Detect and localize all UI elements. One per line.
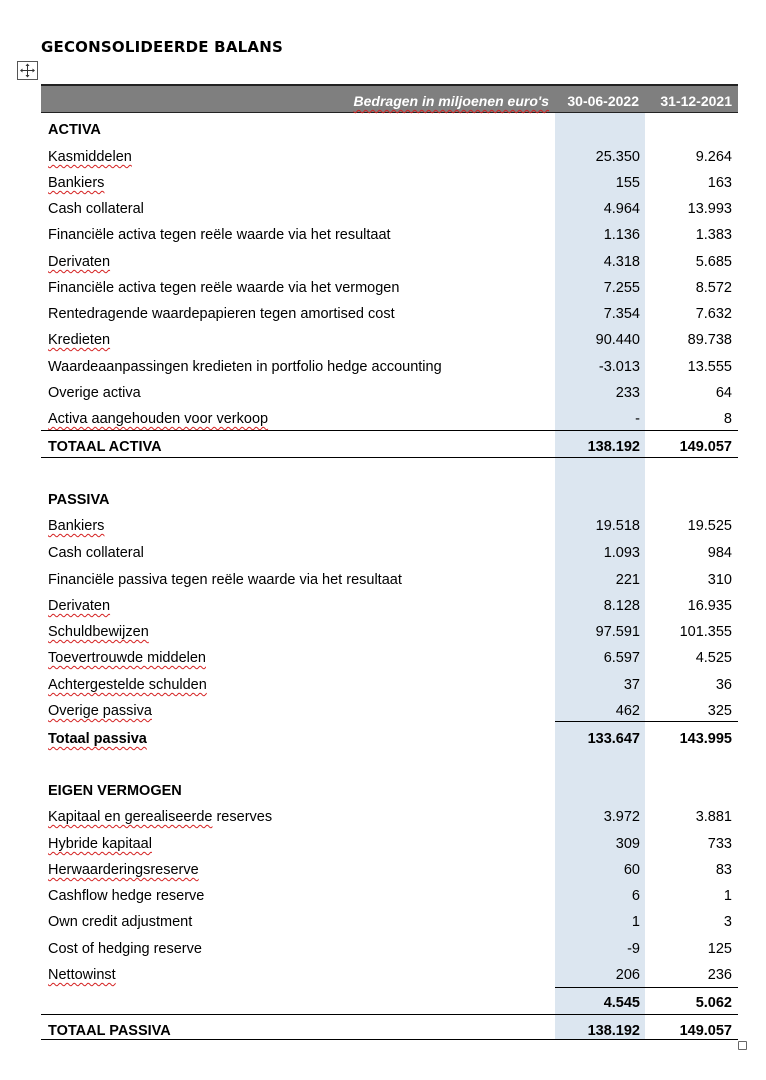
- value-current: 1: [631, 914, 640, 930]
- total-previous: 143.995: [679, 731, 732, 747]
- value-current: 6: [631, 888, 640, 904]
- move-arrows-icon: [19, 63, 36, 78]
- table-row: [41, 568, 738, 594]
- header-date-current: 30-06-2022: [567, 93, 639, 109]
- value-previous: 3.881: [695, 809, 732, 825]
- table-row: [41, 884, 738, 910]
- total-current: 138.192: [587, 439, 640, 455]
- value-current: 1.136: [603, 227, 640, 243]
- row-label: Cash collateral: [48, 545, 144, 561]
- section-heading-label: PASSIVA: [48, 492, 110, 508]
- table-row: [41, 250, 738, 276]
- row-label: Kredieten: [48, 332, 111, 348]
- row-label: Bankiers: [48, 175, 105, 191]
- value-previous: 733: [707, 836, 732, 852]
- table-row: [41, 673, 738, 699]
- value-previous: 101.355: [679, 624, 732, 640]
- value-previous: 89.738: [687, 332, 732, 348]
- row-label: Activa aangehouden voor verkoop: [48, 411, 269, 427]
- subtotal-previous: 5.062: [695, 995, 732, 1011]
- value-previous: 3: [723, 914, 732, 930]
- section-heading-passiva: [41, 488, 738, 514]
- value-current: 221: [615, 572, 640, 588]
- row-label: Overige activa: [48, 385, 141, 401]
- value-current: 4.964: [603, 201, 640, 217]
- table-row: [41, 910, 738, 936]
- total-rule: [41, 1014, 738, 1015]
- grand-total-label: TOTAAL PASSIVA: [48, 1023, 171, 1039]
- section-heading-label: ACTIVA: [48, 122, 101, 138]
- value-current: 8.128: [603, 598, 640, 614]
- row-label: Nettowinst: [48, 967, 116, 983]
- document-title: GECONSOLIDEERDE BALANS: [41, 38, 283, 56]
- grand-total-previous: 149.057: [679, 1023, 732, 1039]
- value-previous: 36: [715, 677, 732, 693]
- table-row: [41, 805, 738, 831]
- value-previous: 8: [723, 411, 732, 427]
- value-previous: 16.935: [687, 598, 732, 614]
- value-current: 97.591: [595, 624, 640, 640]
- row-label: Waardeaanpassingen kredieten in portfolio hedge accounting: [48, 359, 442, 375]
- total-label: Totaal passiva: [48, 731, 147, 747]
- value-current: 7.255: [603, 280, 640, 296]
- value-current: 7.354: [603, 306, 640, 322]
- total-current: 133.647: [587, 731, 640, 747]
- header-date-previous: 31-12-2021: [660, 93, 732, 109]
- value-current: 19.518: [595, 518, 640, 534]
- value-current: -: [635, 411, 640, 427]
- table-row: [41, 832, 738, 858]
- value-current: 4.318: [603, 254, 640, 270]
- row-label: Hybride kapitaal: [48, 836, 152, 852]
- row-label: Derivaten: [48, 254, 111, 270]
- value-previous: 64: [715, 385, 732, 401]
- value-current: 25.350: [595, 149, 640, 165]
- value-previous: 19.525: [687, 518, 732, 534]
- row-label: Financiële activa tegen reële waarde via het vermogen: [48, 280, 400, 296]
- table-row: [41, 171, 738, 197]
- value-previous: 7.632: [695, 306, 732, 322]
- table-row: [41, 963, 738, 989]
- value-current: 1.093: [603, 545, 640, 561]
- subtotal-rule: [555, 721, 738, 722]
- table-row: [41, 937, 738, 963]
- table-row: [41, 514, 738, 540]
- row-label: Bankiers: [48, 518, 105, 534]
- total-rule: [41, 1039, 738, 1040]
- value-previous: 125: [707, 941, 732, 957]
- grand-total-current: 138.192: [587, 1023, 640, 1039]
- row-label: Financiële passiva tegen reële waarde via het resultaat: [48, 572, 402, 588]
- header-caption: Bedragen in miljoenen euro's: [353, 93, 549, 109]
- value-current: -3.013: [598, 359, 640, 375]
- value-previous: 163: [707, 175, 732, 191]
- row-label: Overige passiva: [48, 703, 152, 719]
- row-label: Kapitaal en gerealiseerde reserves: [48, 809, 273, 825]
- value-previous: 13.993: [687, 201, 732, 217]
- value-previous: 325: [707, 703, 732, 719]
- table-row: [41, 594, 738, 620]
- table-row: [41, 145, 738, 171]
- row-label: Cashflow hedge reserve: [48, 888, 205, 904]
- row-label: Financiële activa tegen reële waarde via het resultaat: [48, 227, 391, 243]
- row-label-part: Kapitaal en gerealiseerde: [48, 809, 213, 825]
- section-heading-activa: [41, 118, 738, 144]
- row-label: Cash collateral: [48, 201, 144, 217]
- value-current: 37: [623, 677, 640, 693]
- value-current: 60: [623, 862, 640, 878]
- value-current: 233: [615, 385, 640, 401]
- table-resize-handle[interactable]: [738, 1041, 747, 1050]
- table-row: [41, 381, 738, 407]
- total-label: TOTAAL ACTIVA: [48, 439, 162, 455]
- value-current: 309: [615, 836, 640, 852]
- value-current: 3.972: [603, 809, 640, 825]
- value-current: 6.597: [603, 650, 640, 666]
- table-row: [41, 197, 738, 223]
- value-current: -9: [627, 941, 640, 957]
- value-previous: 9.264: [695, 149, 732, 165]
- subtotal-rule: [555, 987, 738, 988]
- value-previous: 1: [723, 888, 732, 904]
- table-row: [41, 355, 738, 381]
- value-current: 462: [615, 703, 640, 719]
- table-row: [41, 858, 738, 884]
- table-row: [41, 223, 738, 249]
- table-move-handle[interactable]: [17, 61, 38, 80]
- value-previous: 5.685: [695, 254, 732, 270]
- subtotal-current: 4.545: [603, 995, 640, 1011]
- value-previous: 83: [715, 862, 732, 878]
- value-previous: 1.383: [695, 227, 732, 243]
- value-previous: 4.525: [695, 650, 732, 666]
- table-row: [41, 541, 738, 567]
- row-label: Achtergestelde schulden: [48, 677, 207, 693]
- section-heading-label: EIGEN VERMOGEN: [48, 783, 182, 799]
- table-row: [41, 302, 738, 328]
- row-label: Rentedragende waardepapieren tegen amortised cost: [48, 306, 395, 322]
- table-row: [41, 276, 738, 302]
- grand-total-row: [41, 1019, 738, 1045]
- table-row: [41, 620, 738, 646]
- row-label: Own credit adjustment: [48, 914, 193, 930]
- row-label: Herwaarderingsreserve: [48, 862, 199, 878]
- value-previous: 310: [707, 572, 732, 588]
- value-previous: 13.555: [687, 359, 732, 375]
- row-label: Schuldbewijzen: [48, 624, 149, 640]
- value-previous: 984: [707, 545, 732, 561]
- value-previous: 236: [707, 967, 732, 983]
- total-rule: [41, 430, 738, 431]
- total-rule: [41, 457, 738, 458]
- table-row: [41, 646, 738, 672]
- table-row: [41, 328, 738, 354]
- row-label: Cost of hedging reserve: [48, 941, 202, 957]
- total-previous: 149.057: [679, 439, 732, 455]
- total-row-passiva: [41, 727, 738, 753]
- value-current: 90.440: [595, 332, 640, 348]
- value-current: 206: [615, 967, 640, 983]
- value-current: 155: [615, 175, 640, 191]
- section-heading-eigen-vermogen: [41, 779, 738, 805]
- row-label: Toevertrouwde middelen: [48, 650, 206, 666]
- row-label: Kasmiddelen: [48, 149, 132, 165]
- value-previous: 8.572: [695, 280, 732, 296]
- row-label: Derivaten: [48, 598, 111, 614]
